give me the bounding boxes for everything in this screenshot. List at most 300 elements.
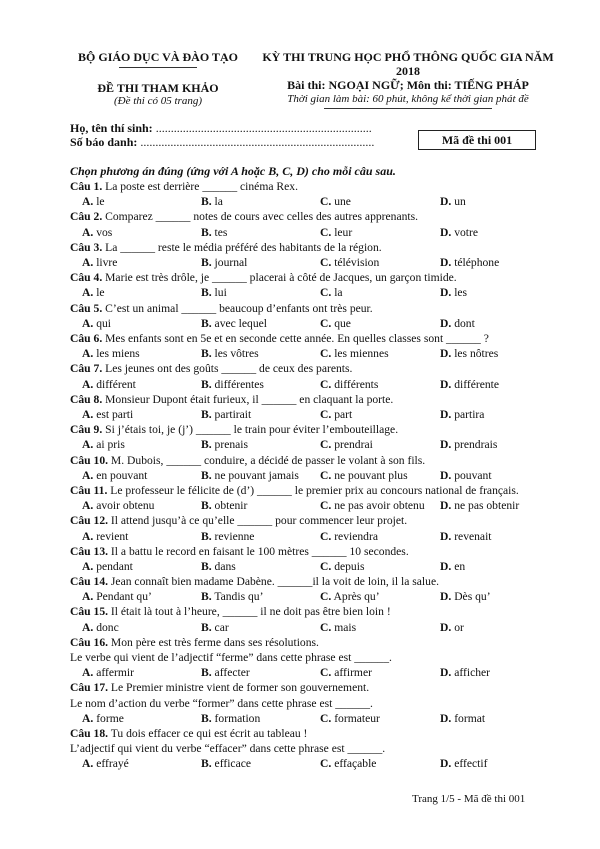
answer-option — [440, 255, 499, 270]
answer-options — [70, 665, 550, 680]
answer-option — [82, 529, 128, 544]
question-number: Câu 1. — [70, 180, 103, 193]
option-text: obtenir — [214, 499, 248, 513]
question-stem-line2: Le verbe qui vient de l’adjectif “ferme” dans cette phrase est ______. — [70, 651, 392, 665]
answer-option — [201, 316, 267, 331]
option-letter: C. — [320, 620, 332, 634]
option-text: les miennes — [334, 347, 389, 361]
option-text: est parti — [96, 407, 134, 421]
question-stem: La poste est derrière ______ cinéma Rex. — [105, 180, 298, 193]
answer-option — [82, 255, 117, 270]
option-text: dans — [214, 559, 236, 573]
option-letter: B. — [201, 757, 212, 771]
answer-option — [201, 468, 299, 483]
option-text: depuis — [334, 559, 365, 573]
answer-option — [320, 498, 425, 513]
answer-option — [201, 437, 248, 452]
option-text: leur — [334, 225, 353, 239]
option-letter: B. — [201, 666, 212, 680]
option-text: ne pas obtenir — [454, 499, 520, 513]
option-letter: B. — [201, 590, 212, 604]
answer-option — [320, 255, 379, 270]
option-letter: C. — [320, 666, 332, 680]
option-letter: A. — [82, 711, 94, 725]
answer-option — [320, 468, 408, 483]
option-text: différent — [96, 377, 136, 391]
question-number: Câu 7. — [70, 362, 103, 376]
question-stem: Tu dois effacer ce qui est écrit au tableau ! — [110, 727, 308, 741]
answer-option — [82, 316, 111, 331]
option-text: donc — [96, 620, 119, 634]
option-text: vos — [96, 225, 113, 239]
answer-option — [320, 665, 372, 680]
option-text: ne pouvant plus — [334, 468, 408, 482]
option-text: prenais — [214, 438, 249, 452]
answer-option — [201, 620, 229, 635]
option-text: tes — [214, 225, 228, 239]
ministry-underline — [119, 67, 197, 68]
question-number: Câu 16. — [70, 635, 109, 649]
option-text: les nôtres — [454, 347, 499, 361]
option-text: les miens — [96, 347, 140, 361]
option-text: que — [334, 316, 351, 330]
answer-option — [440, 711, 485, 726]
option-text: revienne — [214, 529, 255, 543]
question-text — [70, 513, 550, 528]
answer-option — [82, 225, 112, 240]
option-text: les vôtres — [214, 347, 259, 361]
option-text: affermir — [96, 666, 134, 680]
time-underline — [324, 108, 492, 109]
option-letter: D. — [440, 255, 452, 269]
answer-option — [201, 589, 263, 604]
question-stem: Si j’étais toi, je (j’) ______ le train pour éviter l’embouteillage. — [105, 423, 399, 437]
answer-option — [201, 285, 227, 300]
option-letter: C. — [320, 225, 332, 239]
question-text — [70, 544, 550, 559]
answer-option — [201, 711, 260, 726]
answer-option — [201, 559, 236, 574]
option-letter: C. — [320, 438, 332, 452]
option-text: effectif — [454, 757, 488, 771]
option-text: ne pas avoir obtenu — [334, 499, 425, 513]
option-text: la — [214, 195, 223, 209]
option-letter: D. — [440, 499, 452, 513]
option-text: télévision — [334, 255, 380, 269]
answer-options — [70, 194, 550, 209]
option-text: avec lequel — [214, 316, 268, 330]
question-number: Câu 6. — [70, 331, 103, 345]
question-text — [70, 240, 550, 255]
answer-option — [440, 620, 464, 635]
option-text: pendant — [96, 559, 133, 573]
question-stem: Comparez ______ notes de cours avec celles des autres apprenants. — [105, 210, 419, 224]
answer-option — [320, 285, 343, 300]
option-letter: C. — [320, 255, 332, 269]
answer-option — [440, 468, 492, 483]
option-letter: C. — [320, 377, 332, 391]
question-text — [70, 726, 550, 741]
option-text: afficher — [454, 666, 491, 680]
question-stem: Le professeur le félicite de (d’) ______ le premier prix au concours national de français. — [110, 483, 519, 497]
option-letter: D. — [440, 711, 452, 725]
option-text: ne pouvant jamais — [214, 468, 299, 482]
instruction: Chọn phương án đúng (ứng với A hoặc B, C, D) cho mỗi câu sau. — [70, 164, 396, 178]
option-letter: A. — [82, 468, 94, 482]
question-stem: Jean connaît bien madame Dabène. ______il la voit de loin, il la salue. — [110, 575, 439, 589]
option-letter: A. — [82, 225, 94, 239]
answer-option — [320, 620, 356, 635]
answer-option — [201, 756, 251, 771]
option-letter: D. — [440, 529, 452, 543]
option-text: Après qu’ — [333, 590, 380, 604]
option-letter: A. — [82, 666, 94, 680]
option-text: Dès qu’ — [454, 590, 491, 604]
question-stem-line2: Le nom d’action du verbe “former” dans cette phrase est ______. — [70, 696, 373, 710]
answer-option — [82, 407, 133, 422]
candidate-id-label: Số báo danh: — [70, 135, 138, 149]
answer-option — [440, 437, 497, 452]
question-stem: La ______ reste le média préféré des habitants de la région. — [105, 240, 382, 254]
question-stem: Il attend jusqu’à ce qu’elle ______ pour commencer leur projet. — [110, 514, 408, 528]
question-number: Câu 2. — [70, 210, 103, 224]
answer-option — [440, 529, 492, 544]
option-letter: C. — [320, 711, 332, 725]
answer-options — [70, 529, 550, 544]
answer-option — [320, 346, 389, 361]
option-letter: D. — [440, 195, 452, 209]
answer-option — [440, 407, 484, 422]
question-number: Câu 5. — [70, 301, 103, 315]
candidate-name-row — [70, 121, 372, 135]
ministry-name: BỘ GIÁO DỤC VÀ ĐÀO TẠO — [78, 50, 238, 64]
option-letter: B. — [201, 255, 212, 269]
question-text — [70, 483, 550, 498]
option-text: forme — [96, 711, 124, 725]
question-text — [70, 361, 550, 376]
question-number: Câu 9. — [70, 423, 103, 437]
option-text: différents — [334, 377, 379, 391]
question-text — [70, 179, 550, 194]
answer-option — [320, 711, 380, 726]
option-text: dont — [454, 316, 475, 330]
option-text: mais — [334, 620, 357, 634]
option-text: Pendant qu’ — [96, 590, 152, 604]
answer-options — [70, 285, 550, 300]
answer-option — [320, 194, 351, 209]
exam-type: ĐỀ THI THAM KHẢO — [97, 81, 219, 95]
option-letter: A. — [82, 407, 94, 421]
option-letter: A. — [82, 286, 94, 300]
answer-option — [320, 559, 364, 574]
question-text — [70, 680, 550, 695]
question-stem: Mon père est très ferme dans ses résolutions. — [110, 635, 319, 649]
option-text: revenait — [454, 529, 492, 543]
option-text: Tandis qu’ — [214, 590, 264, 604]
option-text: pouvant — [454, 468, 492, 482]
option-letter: B. — [201, 468, 212, 482]
question-stem: M. Dubois, ______ conduire, a décidé de passer le volant à son fils. — [110, 453, 426, 467]
answer-option — [440, 498, 519, 513]
candidate-name-label: Họ, tên thí sinh: — [70, 121, 153, 135]
question-list — [70, 179, 550, 772]
question-number: Câu 17. — [70, 681, 109, 695]
answer-option — [320, 316, 351, 331]
candidate-id-dots: .............................................................................. — [140, 135, 375, 149]
option-text: formation — [214, 711, 261, 725]
question-text — [70, 209, 550, 224]
option-letter: A. — [82, 757, 94, 771]
question-number: Câu 3. — [70, 240, 103, 254]
option-text: lui — [214, 286, 227, 300]
question-text — [70, 604, 550, 619]
answer-option — [82, 498, 154, 513]
option-letter: D. — [440, 620, 452, 634]
question-text — [70, 301, 550, 316]
answer-option — [201, 225, 227, 240]
option-text: avoir obtenu — [96, 499, 155, 513]
candidate-name-dots: ........................................................................ — [155, 121, 372, 135]
question-number: Câu 14. — [70, 575, 109, 589]
option-text: la — [334, 286, 343, 300]
question-stem: Marie est très drôle, je ______ placerai à côté de Jacques, un garçon timide. — [105, 271, 457, 285]
option-letter: C. — [320, 590, 332, 604]
question-number: Câu 12. — [70, 514, 109, 528]
answer-option — [201, 255, 247, 270]
question-stem: Les jeunes ont des goûts ______ de ceux des parents. — [105, 362, 353, 376]
question-number: Câu 11. — [70, 483, 108, 497]
option-letter: B. — [201, 195, 212, 209]
question-text — [70, 331, 550, 346]
answer-option — [440, 316, 475, 331]
option-letter: B. — [201, 286, 212, 300]
question-stem: Le Premier ministre vient de former son gouvernement. — [110, 681, 370, 695]
answer-option — [82, 346, 140, 361]
option-text: livre — [96, 255, 118, 269]
option-letter: A. — [82, 316, 94, 330]
option-letter: B. — [201, 377, 212, 391]
candidate-id-row — [70, 135, 374, 149]
question-stem: C’est un animal ______ beaucoup d’enfants ont très peur. — [105, 301, 373, 315]
answer-options — [70, 711, 550, 726]
option-text: différentes — [214, 377, 264, 391]
answer-option — [440, 225, 478, 240]
option-letter: C. — [320, 468, 332, 482]
option-letter: A. — [82, 195, 94, 209]
option-letter: A. — [82, 438, 94, 452]
option-text: or — [454, 620, 464, 634]
option-text: en — [454, 559, 466, 573]
answer-option — [82, 377, 136, 392]
question-number: Câu 4. — [70, 271, 103, 285]
option-letter: D. — [440, 286, 452, 300]
question-text — [70, 270, 550, 285]
option-letter: B. — [201, 316, 212, 330]
question-stem: Il était là tout à l’heure, ______ il ne doit pas être bien loin ! — [110, 605, 391, 619]
answer-options — [70, 589, 550, 604]
option-letter: C. — [320, 499, 332, 513]
option-text: qui — [96, 316, 112, 330]
option-letter: D. — [440, 377, 452, 391]
answer-option — [440, 285, 467, 300]
option-text: partirait — [214, 407, 252, 421]
option-text: le — [96, 195, 105, 209]
answer-option — [320, 225, 352, 240]
header-right — [252, 50, 564, 109]
option-letter: B. — [201, 347, 212, 361]
answer-options — [70, 346, 550, 361]
answer-options — [70, 377, 550, 392]
answer-option — [201, 346, 259, 361]
option-letter: D. — [440, 590, 452, 604]
option-letter: C. — [320, 316, 332, 330]
answer-option — [82, 665, 134, 680]
option-letter: D. — [440, 347, 452, 361]
option-letter: B. — [201, 225, 212, 239]
subject-line: Bài thi: NGOẠI NGỮ; Môn thi: TIẾNG PHÁP — [287, 78, 529, 92]
answer-options — [70, 437, 550, 452]
option-letter: B. — [201, 559, 212, 573]
option-text: affecter — [214, 666, 250, 680]
answer-option — [201, 665, 250, 680]
option-letter: C. — [320, 407, 332, 421]
answer-option — [82, 468, 147, 483]
option-letter: B. — [201, 620, 212, 634]
question-text — [70, 574, 550, 589]
option-letter: B. — [201, 499, 212, 513]
pages-note: (Đề thi có 05 trang) — [114, 95, 202, 107]
option-letter: D. — [440, 438, 452, 452]
answer-option — [440, 346, 498, 361]
option-letter: A. — [82, 377, 94, 391]
answer-options — [70, 468, 550, 483]
option-text: prendrais — [454, 438, 498, 452]
option-text: partira — [454, 407, 485, 421]
answer-option — [82, 756, 129, 771]
national-exam-title: KỲ THI TRUNG HỌC PHỔ THÔNG QUỐC GIA NĂM 2018 — [262, 50, 554, 78]
answer-option — [320, 407, 352, 422]
option-letter: A. — [82, 590, 94, 604]
answer-option — [82, 194, 105, 209]
answer-option — [440, 589, 491, 604]
answer-option — [82, 711, 124, 726]
answer-option — [440, 665, 490, 680]
answer-options — [70, 316, 550, 331]
question-number: Câu 18. — [70, 727, 109, 741]
option-letter: D. — [440, 757, 452, 771]
option-text: affirmer — [334, 666, 372, 680]
option-text: efficace — [214, 757, 252, 771]
answer-option — [440, 756, 487, 771]
answer-options — [70, 407, 550, 422]
answer-option — [201, 529, 254, 544]
answer-options — [70, 225, 550, 240]
question-text — [70, 422, 550, 437]
question-stem-line2: L’adjectif qui vient du verbe “effacer” dans cette phrase est ______. — [70, 742, 386, 756]
option-letter: C. — [320, 559, 332, 573]
option-text: téléphone — [454, 255, 500, 269]
question-stem: Il a battu le record en faisant le 100 mètres ______ 10 secondes. — [110, 544, 409, 558]
answer-options — [70, 756, 550, 771]
question-stem: Monsieur Dupont était furieux, il ______ en claquant la porte. — [105, 392, 394, 406]
option-text: effaçable — [334, 757, 377, 771]
option-letter: A. — [82, 499, 94, 513]
time-line: Thời gian làm bài: 60 phút, không kể thời gian phát đề — [287, 93, 529, 105]
question-number: Câu 10. — [70, 453, 109, 467]
answer-options — [70, 559, 550, 574]
option-text: effrayé — [96, 757, 129, 771]
option-text: prendrai — [334, 438, 373, 452]
option-text: revient — [96, 529, 129, 543]
answer-option — [440, 559, 465, 574]
answer-option — [320, 589, 380, 604]
option-letter: C. — [320, 347, 332, 361]
question-number: Câu 15. — [70, 605, 109, 619]
option-letter: D. — [440, 407, 452, 421]
option-text: formateur — [334, 711, 380, 725]
exam-code-box: Mã đề thi 001 — [418, 130, 536, 150]
answer-options — [70, 620, 550, 635]
option-letter: D. — [440, 666, 452, 680]
option-letter: C. — [320, 529, 332, 543]
option-letter: D. — [440, 316, 452, 330]
option-letter: D. — [440, 225, 452, 239]
option-letter: A. — [82, 255, 94, 269]
answer-option — [82, 285, 105, 300]
option-letter: B. — [201, 711, 212, 725]
option-text: votre — [454, 225, 479, 239]
answer-option — [201, 498, 247, 513]
option-text: reviendra — [334, 529, 378, 543]
answer-option — [320, 377, 378, 392]
option-letter: B. — [201, 529, 212, 543]
option-letter: D. — [440, 559, 452, 573]
option-letter: B. — [201, 438, 212, 452]
option-letter: D. — [440, 468, 452, 482]
answer-options — [70, 255, 550, 270]
answer-option — [201, 407, 251, 422]
answer-option — [320, 529, 378, 544]
question-stem: Mes enfants sont en 5e et en seconde cette année. En quelles classes sont ______ ? — [105, 331, 489, 345]
answer-option — [201, 194, 223, 209]
page-footer: Trang 1/5 - Mã đề thi 001 — [412, 793, 526, 805]
option-letter: A. — [82, 559, 94, 573]
question-text — [70, 453, 550, 468]
answer-option — [440, 194, 466, 209]
option-text: un — [454, 195, 466, 209]
header-left — [58, 50, 258, 108]
option-text: format — [454, 711, 486, 725]
option-text: car — [214, 620, 229, 634]
answer-option — [201, 377, 264, 392]
option-letter: C. — [320, 286, 332, 300]
answer-option — [440, 377, 499, 392]
option-text: journal — [214, 255, 248, 269]
option-text: le — [96, 286, 105, 300]
option-letter: A. — [82, 620, 94, 634]
option-letter: C. — [320, 195, 332, 209]
option-text: une — [334, 195, 351, 209]
option-letter: A. — [82, 347, 94, 361]
answer-option — [320, 756, 376, 771]
option-text: ai pris — [96, 438, 125, 452]
option-text: les — [454, 286, 468, 300]
option-text: en pouvant — [96, 468, 148, 482]
question-text — [70, 635, 550, 650]
question-number: Câu 13. — [70, 544, 109, 558]
option-text: différente — [454, 377, 500, 391]
answer-options — [70, 498, 550, 513]
